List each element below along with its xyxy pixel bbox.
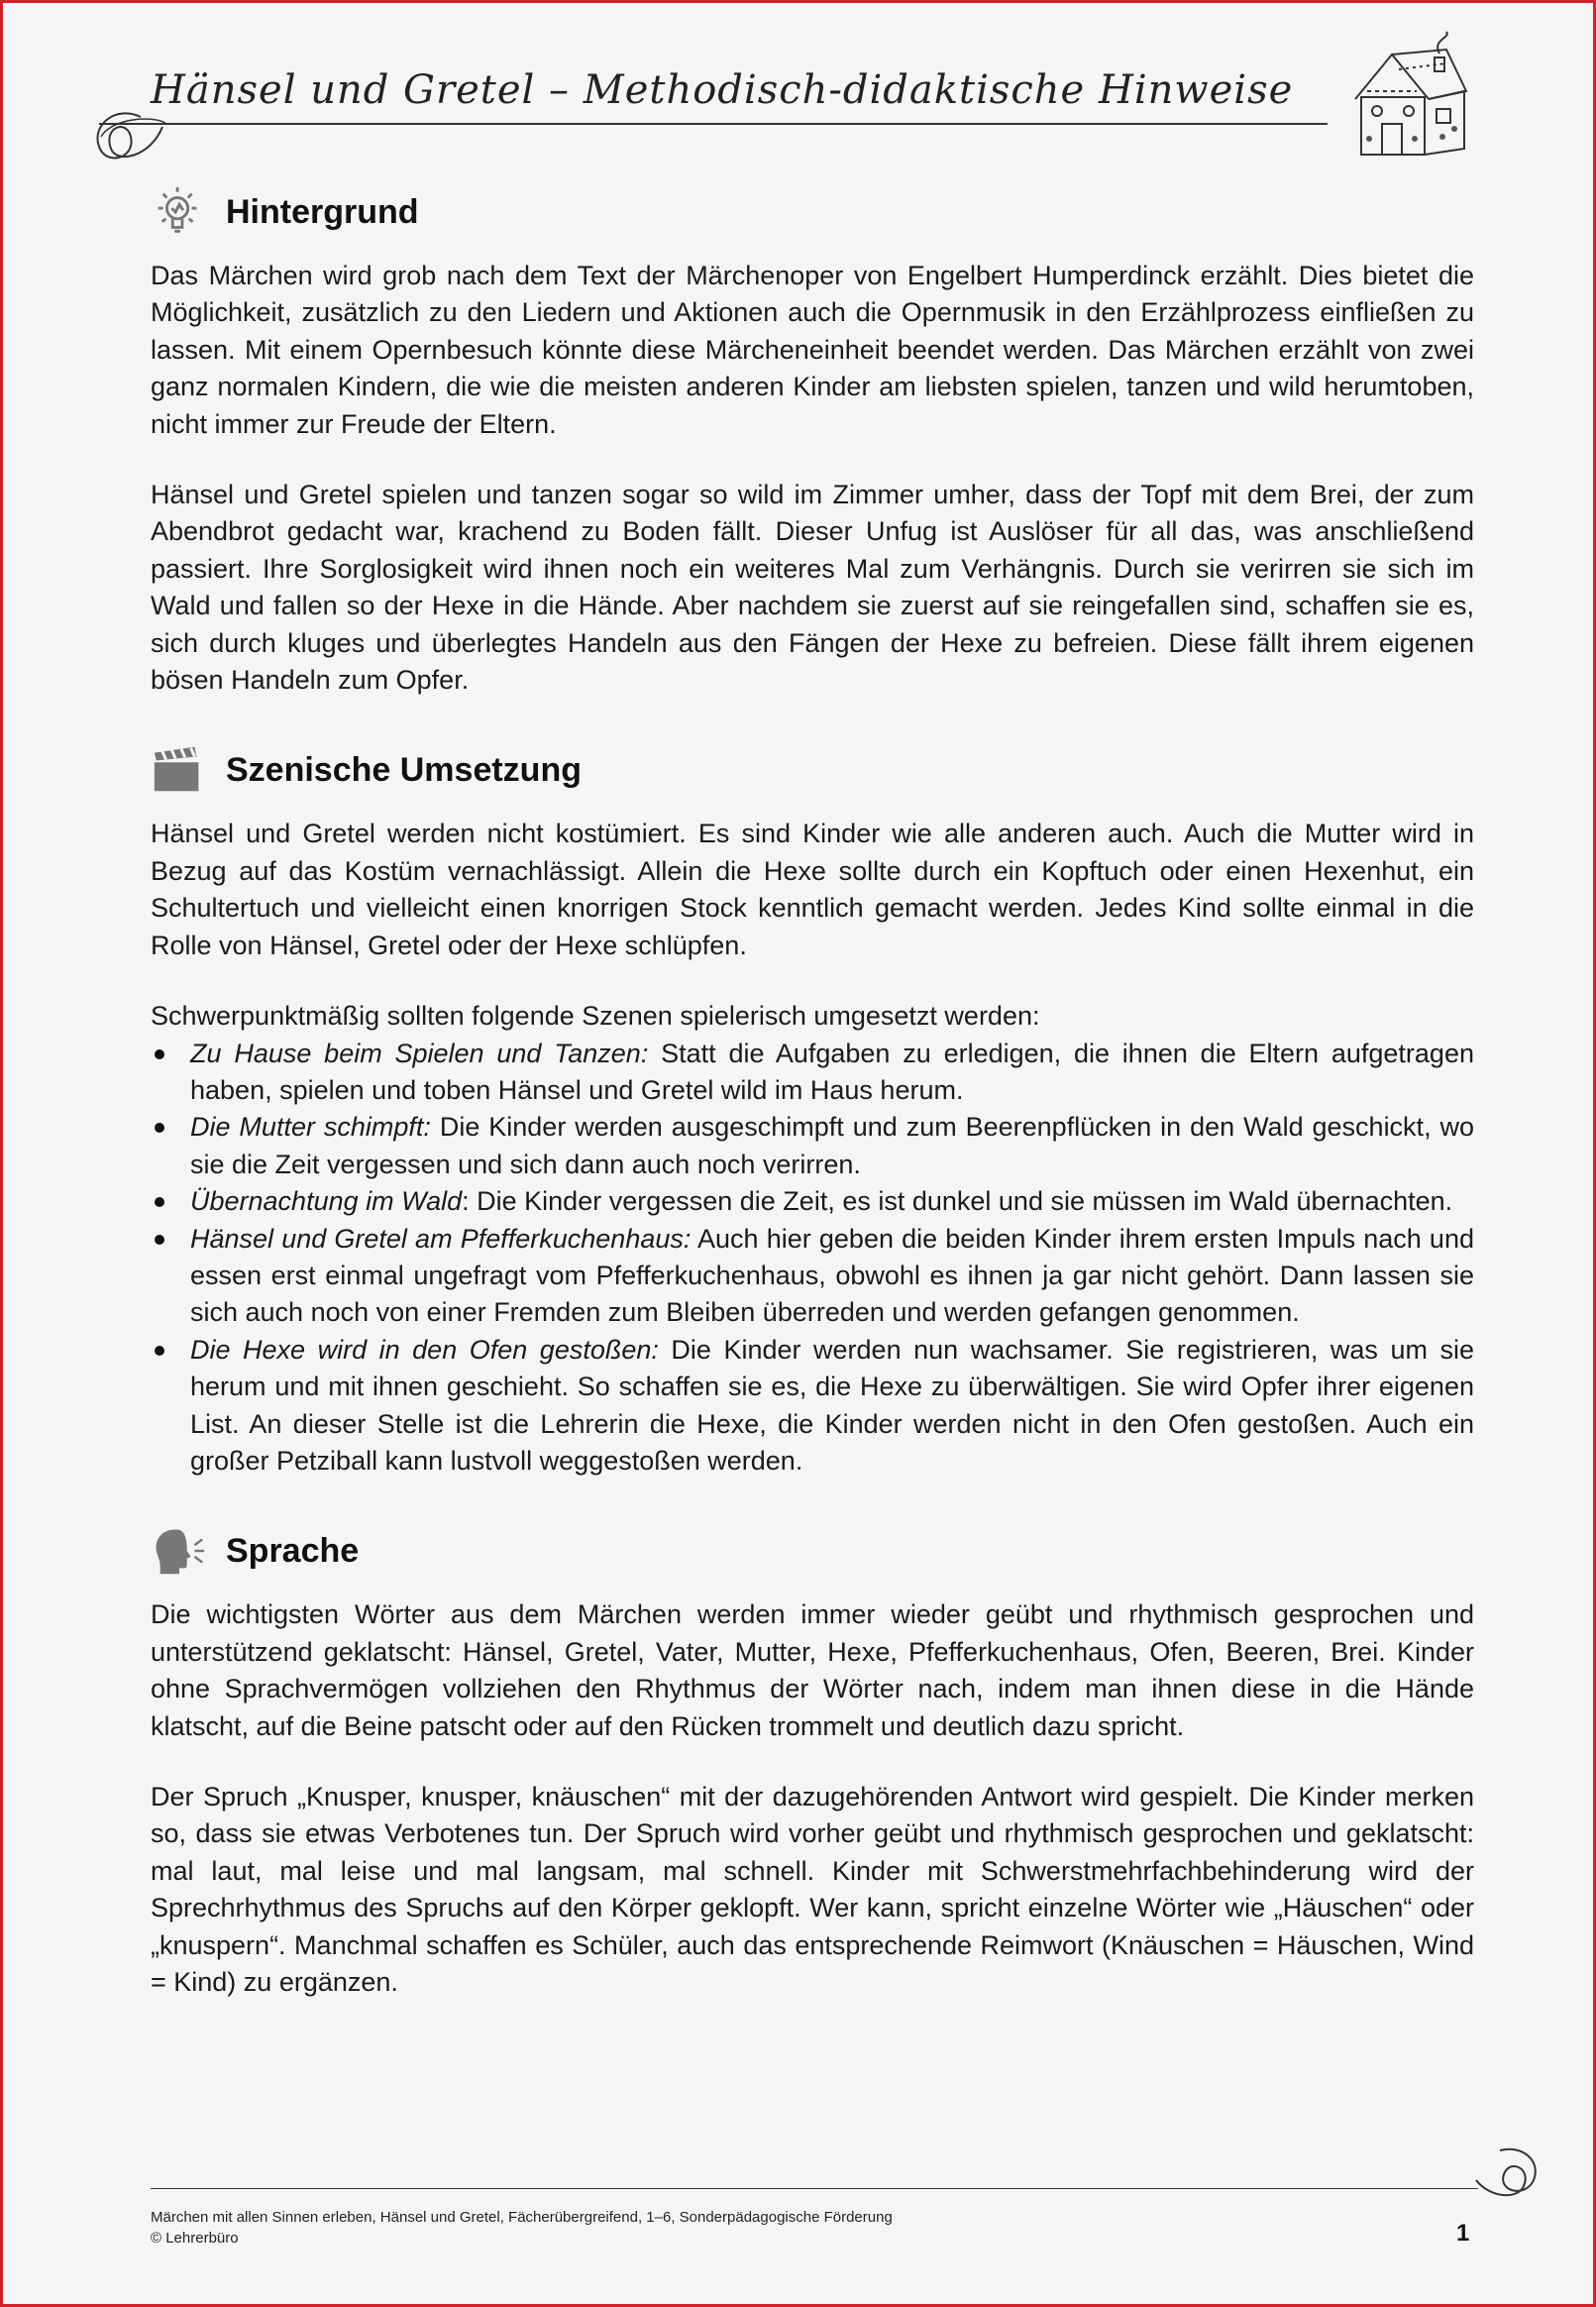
list-item-text: Statt die Aufgaben zu erledigen, die ihnen die Eltern aufgetragen haben, spielen und toben Hänsel und Gretel wild im Haus herum. bbox=[190, 1038, 1474, 1105]
paragraph: Die wichtigsten Wörter aus dem Märchen werden immer wieder geübt und rhythmisch gesprochen und unterstützend geklatscht: Hänsel, Gretel, Vater, Mutter, Hexe, Pfefferkuchenhaus, Ofen, Beeren, Brei. Kinder ohne Sprachvermögen vollziehen den Rhythmus der Wörter nach, indem man ihnen diese in die Hände klatscht, auf die Beine patscht oder auf den Rücken trommelt und deutlich dazu spricht. bbox=[151, 1599, 1474, 1741]
paragraph: Der Spruch „Knusper, knusper, knäuschen“ mit der dazugehörenden Antwort wird gespielt. Die Kinder merken so, dass sie etwas Verbotenes tun. Der Spruch wird vorher geübt und rhythmisch gesprochen und geklatscht: mal laut, mal leise und mal langsam, mal schnell. Kinder mit Schwerstmehrfachbehinderung wird der Sprechrhythmus des Spruchs auf den Körper geklopft. Wer kann, spricht einzelne Wörter wie „Häuschen“ oder „knuspern“. Manchmal schaffen es Schüler, auch das entsprechende Reimwort (Knäuschen = Häuschen, Wind = Kind) zu ergänzen. bbox=[151, 1782, 1474, 1998]
bullet-icon bbox=[155, 1049, 164, 1059]
section-sprache bbox=[151, 1513, 1474, 2001]
footer-source: Märchen mit allen Sinnen erleben, Hänsel und Gretel, Fächerübergreifend, 1–6, Sonderpädagogische Förderung bbox=[151, 2209, 893, 2226]
header-title: Hänsel und Gretel – Methodisch-didaktische Hinweise bbox=[151, 67, 1294, 113]
swirl-ornament-right bbox=[1470, 2141, 1549, 2210]
paragraph: Das Märchen wird grob nach dem Text der Märchenoper von Engelbert Humperdinck erzählt. Dies bietet die Möglichkeit, zusätzlich zu den Liedern und Aktionen auch die Opernmusik in den Erzählprozess einfließen zu lassen. Mit einem Opernbesuch könnte diese Märcheneinheit beendet werden. Das Märchen erzählt von zwei ganz normalen Kindern, die wie die meisten anderen Kinder am liebsten spielen, tanzen und wild herumtoben, nicht immer zur Freude der Eltern. bbox=[151, 261, 1474, 439]
list-item-text: Auch hier geben die beiden Kinder ihrem ersten Impuls nach und essen erst einmal ungefragt vom Pfefferkuchenhaus, obwohl es ihnen ja gar nicht gehört. Dann lassen sie sich auch noch von einer Fremden zum Bleiben überreden und werden gefangen genommen. bbox=[190, 1223, 1474, 1328]
paragraph: Hänsel und Gretel werden nicht kostümiert. Es sind Kinder wie alle anderen auch. Auch die Mutter wird in Bezug auf das Kostüm vernachlässigt. Allein die Hexe sollte durch ein Kopftuch oder einen Hexenhut, ein Schultertuch und vielleicht einen knorrigen Stock kenntlich gemacht werden. Jedes Kind sollte einmal in die Rolle von Hänsel, Gretel oder der Hexe schlüpfen. bbox=[151, 819, 1474, 960]
list-item bbox=[151, 1332, 1474, 1481]
list-item-text: : Die Kinder vergessen die Zeit, es ist dunkel und sie müssen im Wald übernachten. bbox=[462, 1186, 1453, 1217]
bullet-icon bbox=[155, 1235, 164, 1245]
list-item-label: Zu Hause beim Spielen und Tanzen: bbox=[190, 1038, 649, 1068]
section-title: Sprache bbox=[226, 1531, 360, 1570]
list-item bbox=[151, 1036, 1474, 1110]
list-item-text: Die Kinder werden nun wachsamer. Sie registrieren, was um sie herum und mit ihnen geschieht. So schaffen sie es, die Hexe zu überwältigen. Sie wird Opfer ihrer eigenen List. An dieser Stelle ist die Lehrerin die Hexe, die Kinder werden nicht in den Ofen gestoßen. Auch ein großer Petziball kann lustvoll weggestoßen werden. bbox=[190, 1334, 1474, 1476]
list-item-text: Die Kinder werden ausgeschimpft und zum Beerenpflücken in den Wald geschickt, wo sie die Zeit vergessen und sich dann auch noch verirren. bbox=[190, 1112, 1475, 1179]
clapperboard-icon bbox=[151, 741, 208, 799]
page-footer bbox=[151, 2207, 893, 2249]
main-content bbox=[151, 168, 1474, 2034]
list-item bbox=[151, 1183, 1474, 1220]
gingerbread-house-icon bbox=[1337, 30, 1476, 168]
bullet-icon bbox=[155, 1346, 164, 1356]
page-number: 1 bbox=[1456, 2220, 1470, 2247]
bullet-icon bbox=[155, 1197, 164, 1207]
list-item-label: Die Hexe wird in den Ofen gestoßen: bbox=[190, 1334, 659, 1365]
page-header bbox=[151, 59, 1330, 129]
section-title: Szenische Umsetzung bbox=[226, 750, 582, 789]
list-item bbox=[151, 1109, 1474, 1183]
footer-rule bbox=[151, 2188, 1478, 2189]
bullet-icon bbox=[155, 1123, 164, 1133]
list-intro: Schwerpunktmäßig sollten folgende Szenen spielerisch umgesetzt werden: bbox=[151, 1001, 1040, 1032]
section-title: Hintergrund bbox=[226, 192, 419, 231]
speaking-head-icon bbox=[151, 1522, 208, 1580]
section-szenische-umsetzung bbox=[151, 732, 1474, 1480]
scene-list bbox=[151, 1036, 1474, 1481]
header-rule bbox=[99, 123, 1328, 125]
list-item-label: Übernachtung im Wald bbox=[190, 1186, 463, 1217]
footer-copyright: © Lehrerbüro bbox=[151, 2230, 239, 2247]
list-item-label: Die Mutter schimpft: bbox=[190, 1112, 431, 1143]
section-hintergrund bbox=[151, 174, 1474, 699]
paragraph: Hänsel und Gretel spielen und tanzen sogar so wild im Zimmer umher, dass der Topf mit dem Brei, der zum Abendbrot gedacht war, krachend zu Boden fällt. Dieser Unfug ist Auslöser für all das, was anschließend passiert. Ihre Sorglosigkeit wird ihnen noch ein weiteres Mal zum Verhängnis. Durch sie verirren sie sich im Wald und fallen so der Hexe in die Hände. Aber nachdem sie zuerst auf sie reingefallen sind, schaffen sie es, sich durch kluges und überlegtes Handeln aus den Fängen der Hexe zu befreien. Diese fällt ihrem eigenen bösen Handeln zum Opfer. bbox=[151, 480, 1474, 696]
list-item bbox=[151, 1221, 1474, 1332]
list-item-label: Hänsel und Gretel am Pfefferkuchenhaus: bbox=[190, 1223, 692, 1254]
lightbulb-icon bbox=[151, 183, 208, 241]
